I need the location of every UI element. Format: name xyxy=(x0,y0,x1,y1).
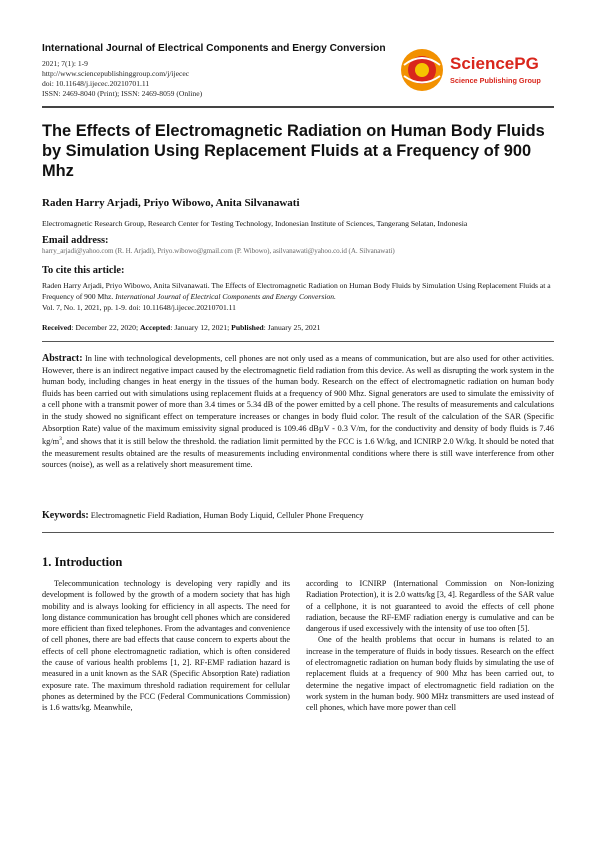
intro-paragraph: Telecommunication technology is developing very rapidly and its development is followed by the growth of a modern society that has high mobility and is always looking for efficiency in all aspects. The need for long distance communication has brought cell phones which are considered more efficient than fixed telephones. From the advantages and convenience of cell phones, there are bad effects that cause concern to experts about the effects of cell phone electromagnetic radiation, which is often considered the cause of various health problems [1, 2]. RF-EMF radiation hazard is measured in a unit known as the SAR (Specific Absorption Rate) radiation exposure rate. The maximum threshold radiation requirement for cellular phones as determined by the FCC (Federal Communications Commission) is 1.6 watts/kg. Meanwhile, xyxy=(42,579,290,713)
published-date: : January 25, 2021 xyxy=(263,323,321,332)
abstract-text-part1: In line with technological developments, cell phones are not only used as a means of communication, but are also used for other activities. However, there is an indirect negative impact caused by the electromagnetic field radiation from this device. As well as disrupting the work system in the human body, including changes in heat energy in the tissues of the human body. Research on the effect of electromagnetic radiation on human body fluids has been carried out with simulations using replacement fluids at a frequency of 900 Mhz. Signal generators are used to simulate the emissivity of a cell phone with a transmit power of more than 3.4 times or 5.34 dB of the power emitted by a cell phone. The results of measurements and calculations in the study showed no significant effect on temperature increases or changes in body fluid color. The result of the calculation of the SAR (Specific Absorption Rate) value of the maximum emissivity signal produced is 109.46 dBµV - 0.3 V/m, for the conductivity and density of body fluids is 7.46 kg/m xyxy=(42,354,554,446)
article-doi: doi: 10.11648/j.ijecec.20210701.11 xyxy=(42,79,150,88)
abstract-bottom-rule xyxy=(42,532,554,533)
intro-paragraph: One of the health problems that occur in humans is related to an increase in the temperature of fluids in body tissues. Research on the effect of electromagnetic radiation on human body fluids by simulating the use of replacement fluids at a frequency of 900 Mhz has been carried out, to determine the negative impact of electromagnetic field radiation on the work system in the human body. 900 MHz transmitters are used instead of cell phones, which have more power than cell xyxy=(306,635,554,713)
abstract-top-rule xyxy=(42,341,554,342)
citation-main: Raden Harry Arjadi, Priyo Wibowo, Anita Silvanawati. The Effects of Electromagnetic Radiation on Human Body Fluids by Simulation Using Replacement Fluids at a Frequency of 900 Mhz. xyxy=(42,281,551,302)
intro-column-left xyxy=(42,578,290,714)
paper-authors: Raden Harry Arjadi, Priyo Wibowo, Anita Silvanawati xyxy=(42,197,300,209)
abstract-text-part2: , and shows that it is still below the threshold. the radiation limit permitted by the FCC is 1.6 W/kg, and ICNIRP 2.0 W/kg. It should be noted that the measurement results obtained are the results of measurements including environmental conditions where there is still wave interference from other sources (noise), as well as a relatively short measurement time. xyxy=(42,436,554,470)
journal-issn: ISSN: 2469-8040 (Print); ISSN: 2469-8059 (Online) xyxy=(42,89,203,98)
accepted-label: Accepted xyxy=(140,323,171,332)
accepted-date: : January 12, 2021; xyxy=(170,323,232,332)
section-heading-introduction: 1. Introduction xyxy=(42,555,123,569)
email-list[interactable]: harry_arjadi@yahoo.com (R. H. Arjadi), Priyo.wibowo@gmail.com (P. Wibowo), asilvanawati@yahoo.co.id (A. Silvanawati) xyxy=(42,247,395,255)
published-label: Published xyxy=(231,323,264,332)
abstract-label: Abstract: xyxy=(42,353,83,364)
received-date: : December 22, 2020; xyxy=(71,323,140,332)
intro-column-right xyxy=(306,578,554,714)
header-rule xyxy=(42,106,554,108)
keywords-list: Electromagnetic Field Radiation, Human Body Liquid, Celluler Phone Frequency xyxy=(88,511,364,520)
journal-url[interactable]: http://www.sciencepublishinggroup.com/j/ijecec xyxy=(42,69,190,78)
journal-volume: 2021; 7(1): 1-9 xyxy=(42,59,88,68)
citation-journal: International Journal of Electrical Components and Energy Conversion. xyxy=(115,292,336,302)
abstract xyxy=(42,353,554,471)
publisher-logo xyxy=(398,45,558,95)
intro-paragraph: according to ICNIRP (International Commission on Non-Ionizing Radiation Protection), it is 2.0 watts/kg [3, 4]. Regardless of the SAR value of a cellphone, it is not guaranteed to avoid the effects of cell phone radiation, because the RF-EMF radiation energy is cumulative and can be dangerous if used excessively with the intensity of use too often [5]. xyxy=(306,579,554,634)
publication-dates xyxy=(42,323,320,332)
received-label: Received xyxy=(42,323,72,332)
journal-name: International Journal of Electrical Components and Energy Conversion xyxy=(42,43,386,54)
cite-heading: To cite this article: xyxy=(42,265,125,276)
logo-main-text: SciencePG xyxy=(450,54,539,73)
keywords-label: Keywords: xyxy=(42,510,89,521)
logo-sub-text: Science Publishing Group xyxy=(450,76,541,85)
email-heading: Email address: xyxy=(42,235,109,246)
keywords xyxy=(42,510,554,521)
citation-volume: Vol. 7, No. 1, 2021, pp. 1-9. doi: 10.11648/j.ijecec.20210701.11 xyxy=(42,303,236,313)
citation-text xyxy=(42,280,562,314)
author-affiliation: Electromagnetic Research Group, Research Center for Testing Technology, Indonesian Institute of Sciences, Tangerang Selatan, Indonesia xyxy=(42,219,468,228)
abstract-superscript: 3 xyxy=(59,436,62,443)
paper-title: The Effects of Electromagnetic Radiation on Human Body Fluids by Simulation Using Replacement Fluids at a Frequency of 900 Mhz xyxy=(42,122,545,180)
sciencepg-logo-icon xyxy=(398,45,558,95)
